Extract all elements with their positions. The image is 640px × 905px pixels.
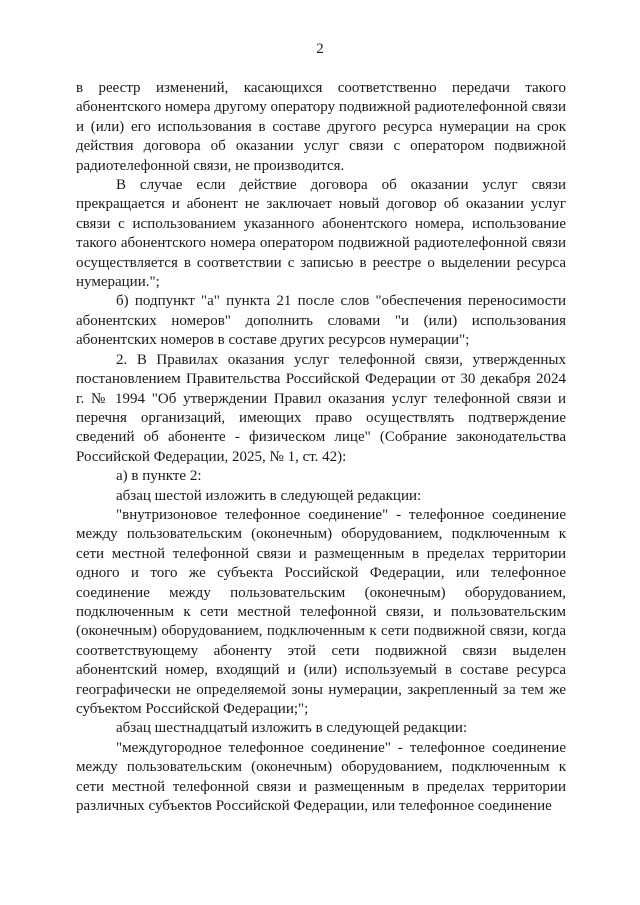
paragraph-6: абзац шестой изложить в следующей редакции: bbox=[116, 487, 422, 504]
page-number: 2 bbox=[316, 41, 324, 57]
paragraph-7: "внутризоновое телефонное соединение" - телефонное соединение между пользовательским (оконечным) оборудованием, подключенным к сети местной телефонной связи и размещенным в пределах территории одного и того же субъекта Российской Федерации, или телефонное соединение между пользовательским (оконечным) оборудованием, подключенным к сети местной телефонной связи, и пользовательским (оконечным) оборудованием, подключенным к сети подвижной связи, когда соответствующему абоненту этой сети подвижной связи выделен абонентский номер, входящий и (или) используемый в составе ресурса географически не определяемой зоны нумерации, закрепленный за тем же субъектом Российской Федерации;"; bbox=[76, 506, 566, 717]
paragraph-4: 2. В Правилах оказания услуг телефонной связи, утвержденных постановлением Правительства Российской Федерации от 30 декабря 2024 г. № 1994 "Об утверждении Правил оказания услуг телефонной связи и перечня организаций, имеющих право осуществлять подтверждение сведений об абоненте - физическом лице" (Собрание законодательства Российской Федерации, 2025, № 1, ст. 42): bbox=[76, 351, 566, 465]
paragraph-2: В случае если действие договора об оказании услуг связи прекращается и абонент не заключает новый договор об оказании услуг связи с использованием указанного абонентского номера, использование такого абонентского номера оператором подвижной радиотелефонной связи осуществляется в соответствии с записью в реестре о выделении ресурса нумерации."; bbox=[76, 177, 566, 291]
paragraph-5: а) в пункте 2: bbox=[116, 468, 202, 485]
paragraph-9: "междугородное телефонное соединение" - телефонное соединение между пользовательским (оконечным) оборудованием, подключенным к сети местной телефонной связи и размещенным в пределах территории различных субъектов Российской Федерации, или телефонное соединение bbox=[76, 739, 566, 815]
paragraph-3: б) подпункт "а" пункта 21 после слов "обеспечения переносимости абонентских номеров" дополнить словами "и (или) использования абонентских номеров в составе других ресурсов нумерации"; bbox=[76, 293, 566, 349]
document-body bbox=[76, 79, 566, 816]
paragraph-1: в реестр изменений, касающихся соответственно передачи такого абонентского номера другому оператору подвижной радиотелефонной связи и (или) его использования в составе другого ресурса нумерации на срок действия договора об оказании услуг связи с оператором подвижной радиотелефонной связи, не производится. bbox=[76, 80, 566, 174]
paragraph-8: абзац шестнадцатый изложить в следующей редакции: bbox=[116, 720, 468, 737]
